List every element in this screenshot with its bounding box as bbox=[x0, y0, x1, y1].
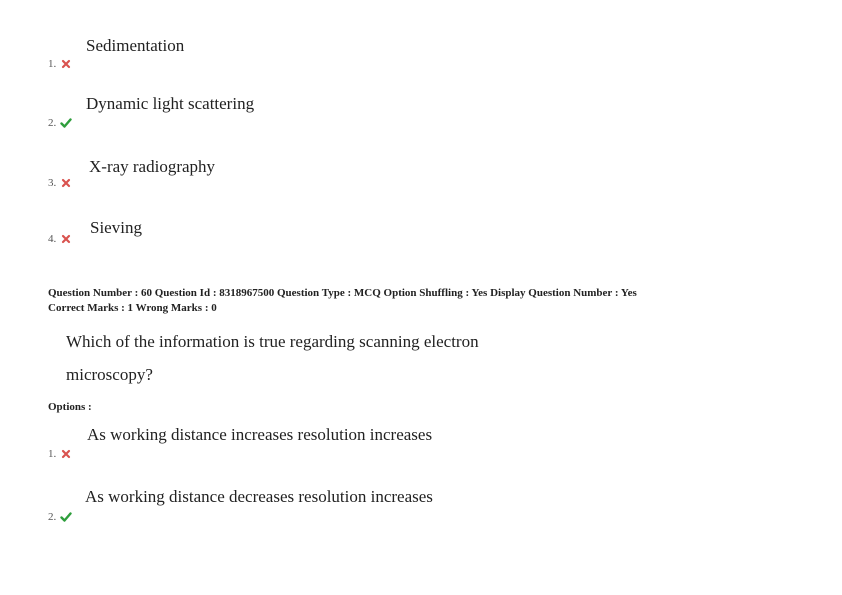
option-1-number bbox=[48, 448, 72, 460]
prev-option-2-number bbox=[48, 117, 72, 129]
prev-option-4-number bbox=[48, 233, 72, 245]
prev-option-2-text: Dynamic light scattering bbox=[86, 94, 255, 113]
option-1-text: As working distance increases resolution increases bbox=[87, 425, 433, 444]
question-meta-line-1: Question Number : 60 Question Id : 8318967500 Question Type : MCQ Option Shuffling : Yes Display Question Number : Yes bbox=[48, 287, 637, 299]
option-number-label: 2. bbox=[48, 511, 57, 523]
checkmark-icon bbox=[60, 511, 72, 523]
prev-option-3-number bbox=[48, 177, 72, 189]
cross-icon bbox=[60, 177, 72, 189]
prev-option-3-text: X-ray radiography bbox=[89, 157, 216, 176]
option-number-label: 1. bbox=[48, 58, 57, 70]
cross-icon bbox=[60, 448, 72, 460]
options-label: Options : bbox=[48, 401, 92, 413]
question-text-line-2: microscopy? bbox=[66, 365, 153, 384]
question-meta-line-2: Correct Marks : 1 Wrong Marks : 0 bbox=[48, 302, 217, 314]
question-text-line-1: Which of the information is true regarding scanning electron bbox=[66, 332, 479, 351]
option-2-text: As working distance decreases resolution increases bbox=[85, 487, 433, 506]
cross-icon bbox=[60, 233, 72, 245]
option-number-label: 4. bbox=[48, 233, 57, 245]
option-2-number bbox=[48, 511, 72, 523]
prev-option-1-text: Sedimentation bbox=[86, 36, 185, 55]
cross-icon bbox=[60, 58, 72, 70]
prev-option-4-text: Sieving bbox=[90, 218, 142, 237]
option-number-label: 3. bbox=[48, 177, 57, 189]
checkmark-icon bbox=[60, 117, 72, 129]
option-number-label: 2. bbox=[48, 117, 57, 129]
option-number-label: 1. bbox=[48, 448, 57, 460]
prev-option-1-number bbox=[48, 58, 72, 70]
